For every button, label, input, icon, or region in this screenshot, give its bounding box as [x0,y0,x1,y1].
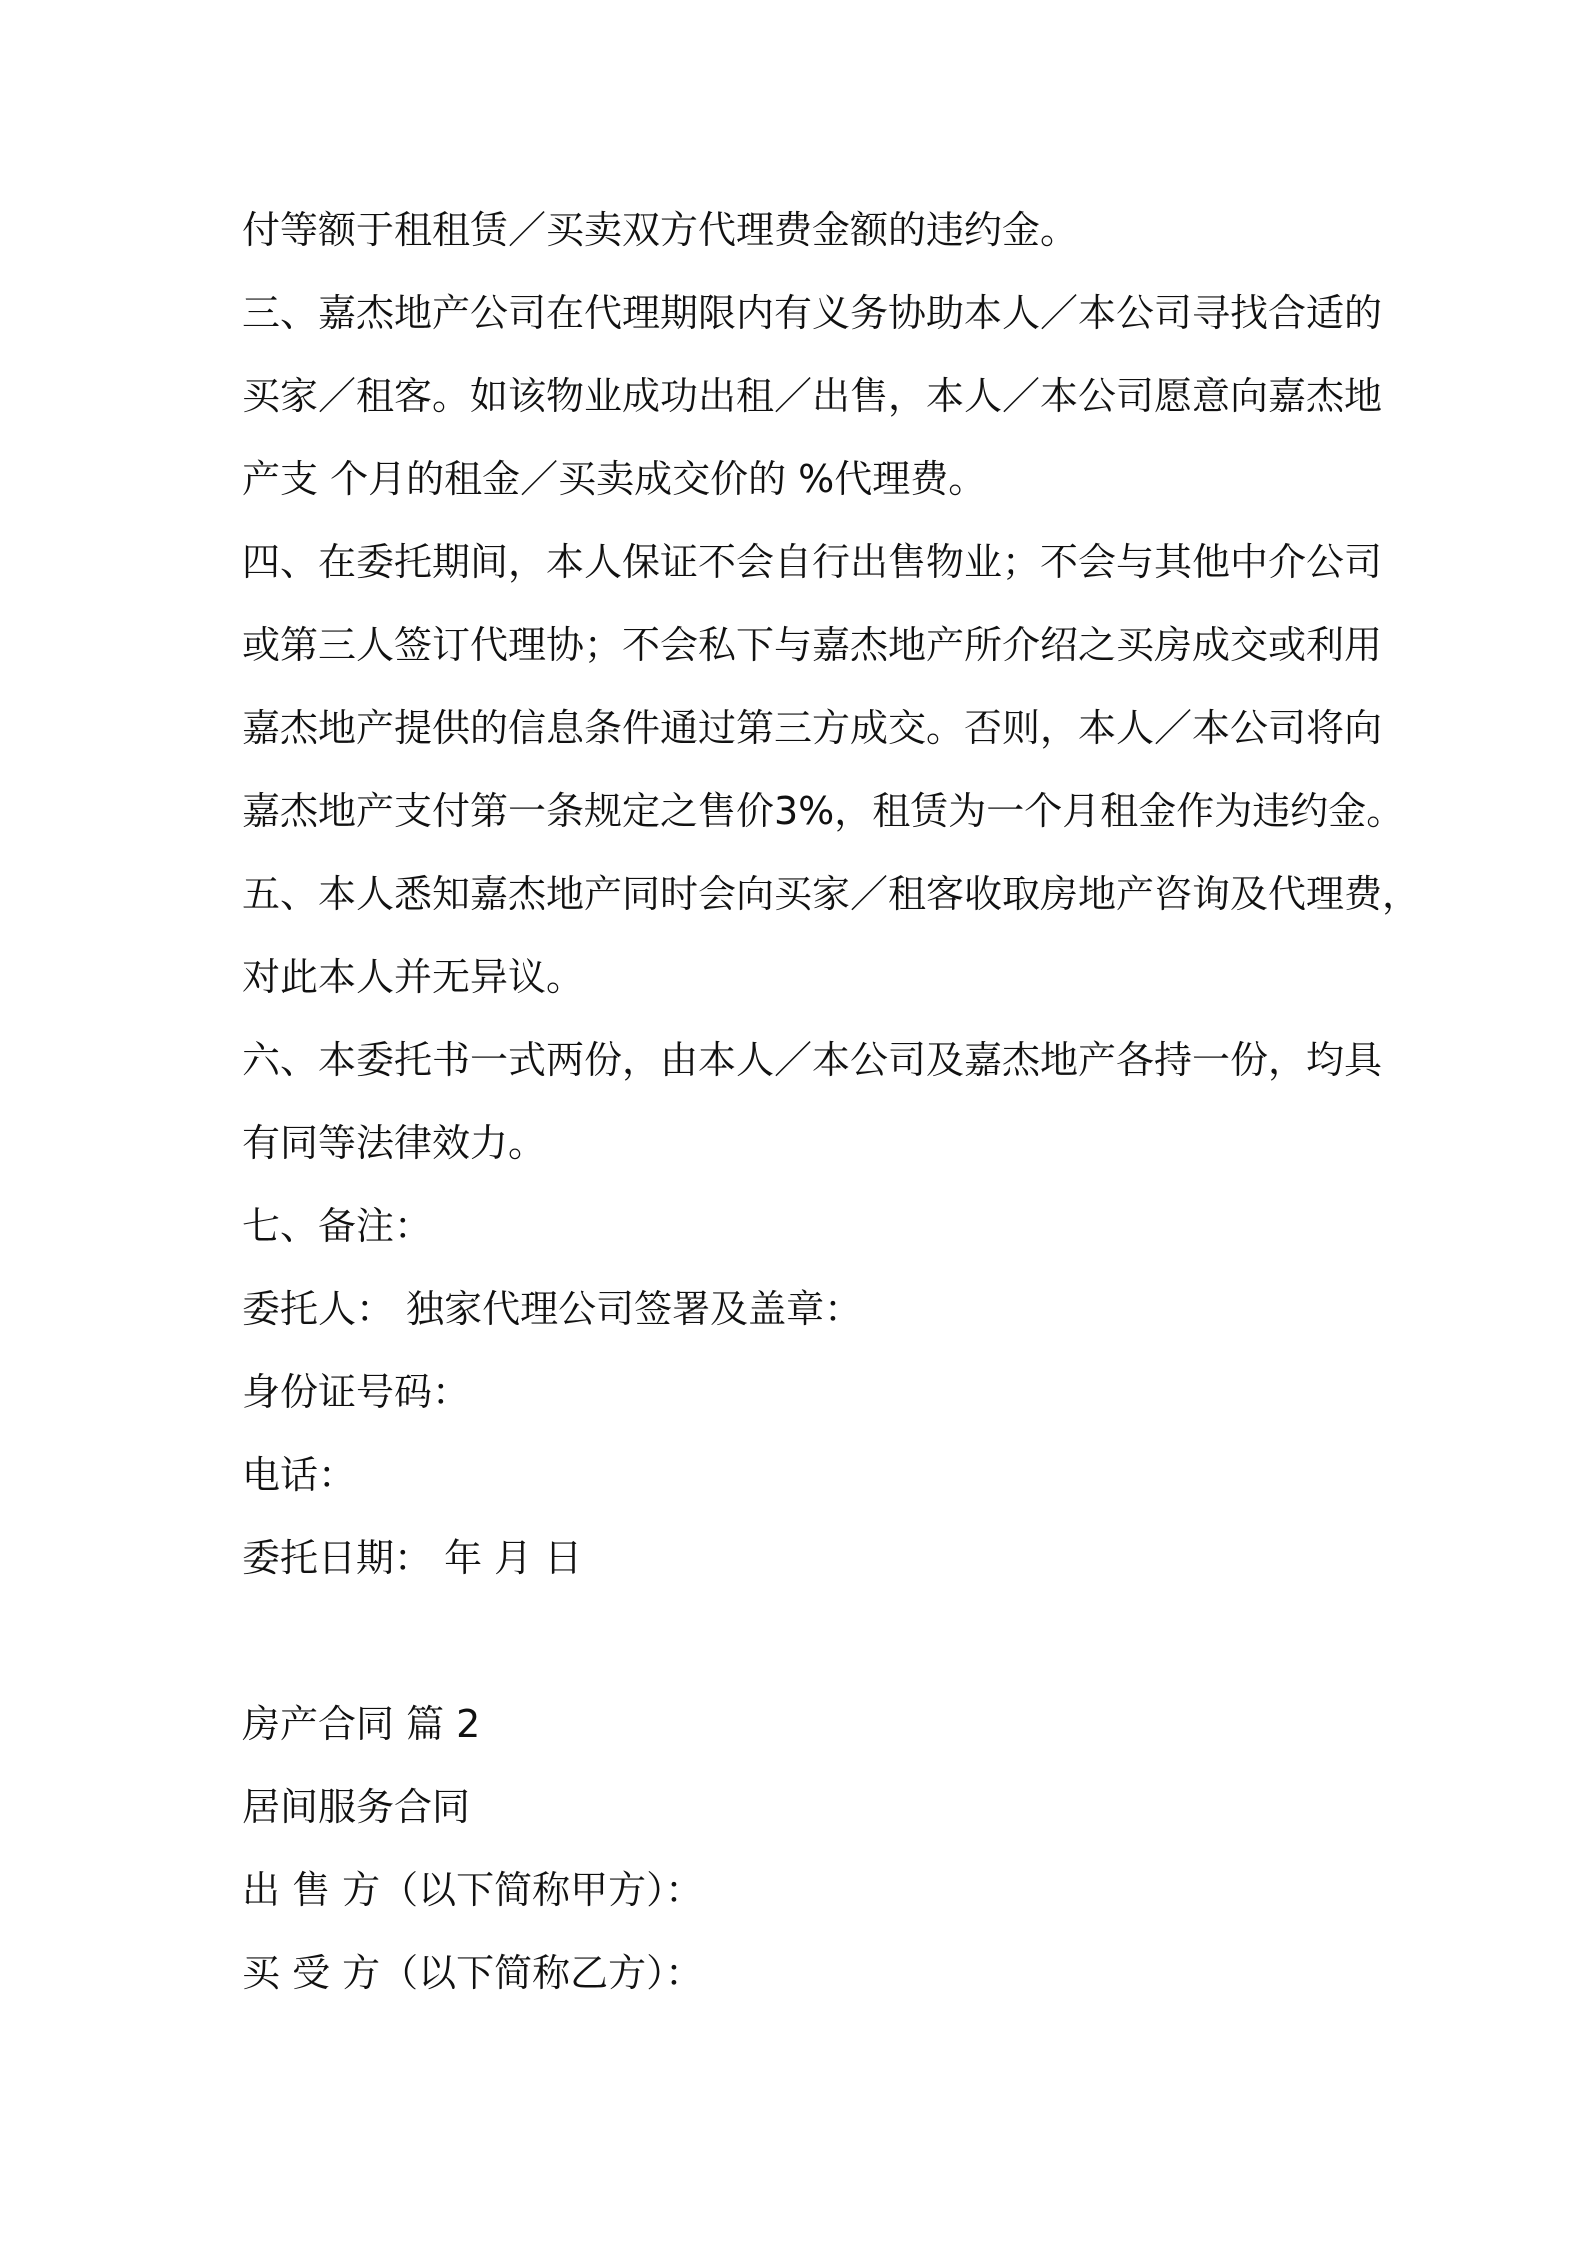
contract-title: 居间服务合同 [242,1785,471,1829]
id-number-field: 身份证号码： [242,1370,471,1414]
clause-4-line-4: 嘉杰地产支付第一条规定之售价3%，租赁为一个月租金作为违约金。 [242,789,1405,833]
clause-3-line-2: 买家／租客。如该物业成功出租／出售，本人／本公司愿意向嘉杰地 [242,374,1383,418]
buyer-field: 买 受 方（以下简称乙方）： [242,1951,704,1995]
text-line: 付等额于租租赁／买卖双方代理费金额的违约金。 [242,208,1079,252]
seller-field: 出 售 方（以下简称甲方）： [242,1868,704,1912]
date-field: 委托日期： 年 月 日 [242,1536,583,1580]
section-gap [242,1609,1392,1692]
principal-signature-field: 委托人： 独家代理公司签署及盖章： [242,1287,863,1331]
clause-7-notes: 七、备注： [242,1204,433,1248]
clause-6-line-2: 有同等法律效力。 [242,1121,547,1165]
phone-field: 电话： [242,1453,357,1497]
clause-4-line-3: 嘉杰地产提供的信息条件通过第三方成交。否则，本人／本公司将向 [242,706,1383,750]
section-2-title: 房产合同 篇 2 [242,1702,481,1746]
clause-3-line-3: 产支 个月的租金／买卖成交价的 %代理费。 [242,457,987,501]
clause-4-line-2: 或第三人签订代理协；不会私下与嘉杰地产所介绍之买房成交或利用 [242,623,1383,667]
clause-5-line-2: 对此本人并无异议。 [242,955,585,999]
clause-6-line-1: 六、本委托书一式两份，由本人／本公司及嘉杰地产各持一份，均具 [242,1038,1383,1082]
clause-5-line-1: 五、本人悉知嘉杰地产同时会向买家／租客收取房地产咨询及代理费， [242,872,1421,916]
document-body [242,198,1421,2024]
clause-4-line-1: 四、在委托期间，本人保证不会自行出售物业；不会与其他中介公司 [242,540,1383,584]
clause-3-line-1: 三、嘉杰地产公司在代理期限内有义务协助本人／本公司寻找合适的 [242,291,1383,335]
